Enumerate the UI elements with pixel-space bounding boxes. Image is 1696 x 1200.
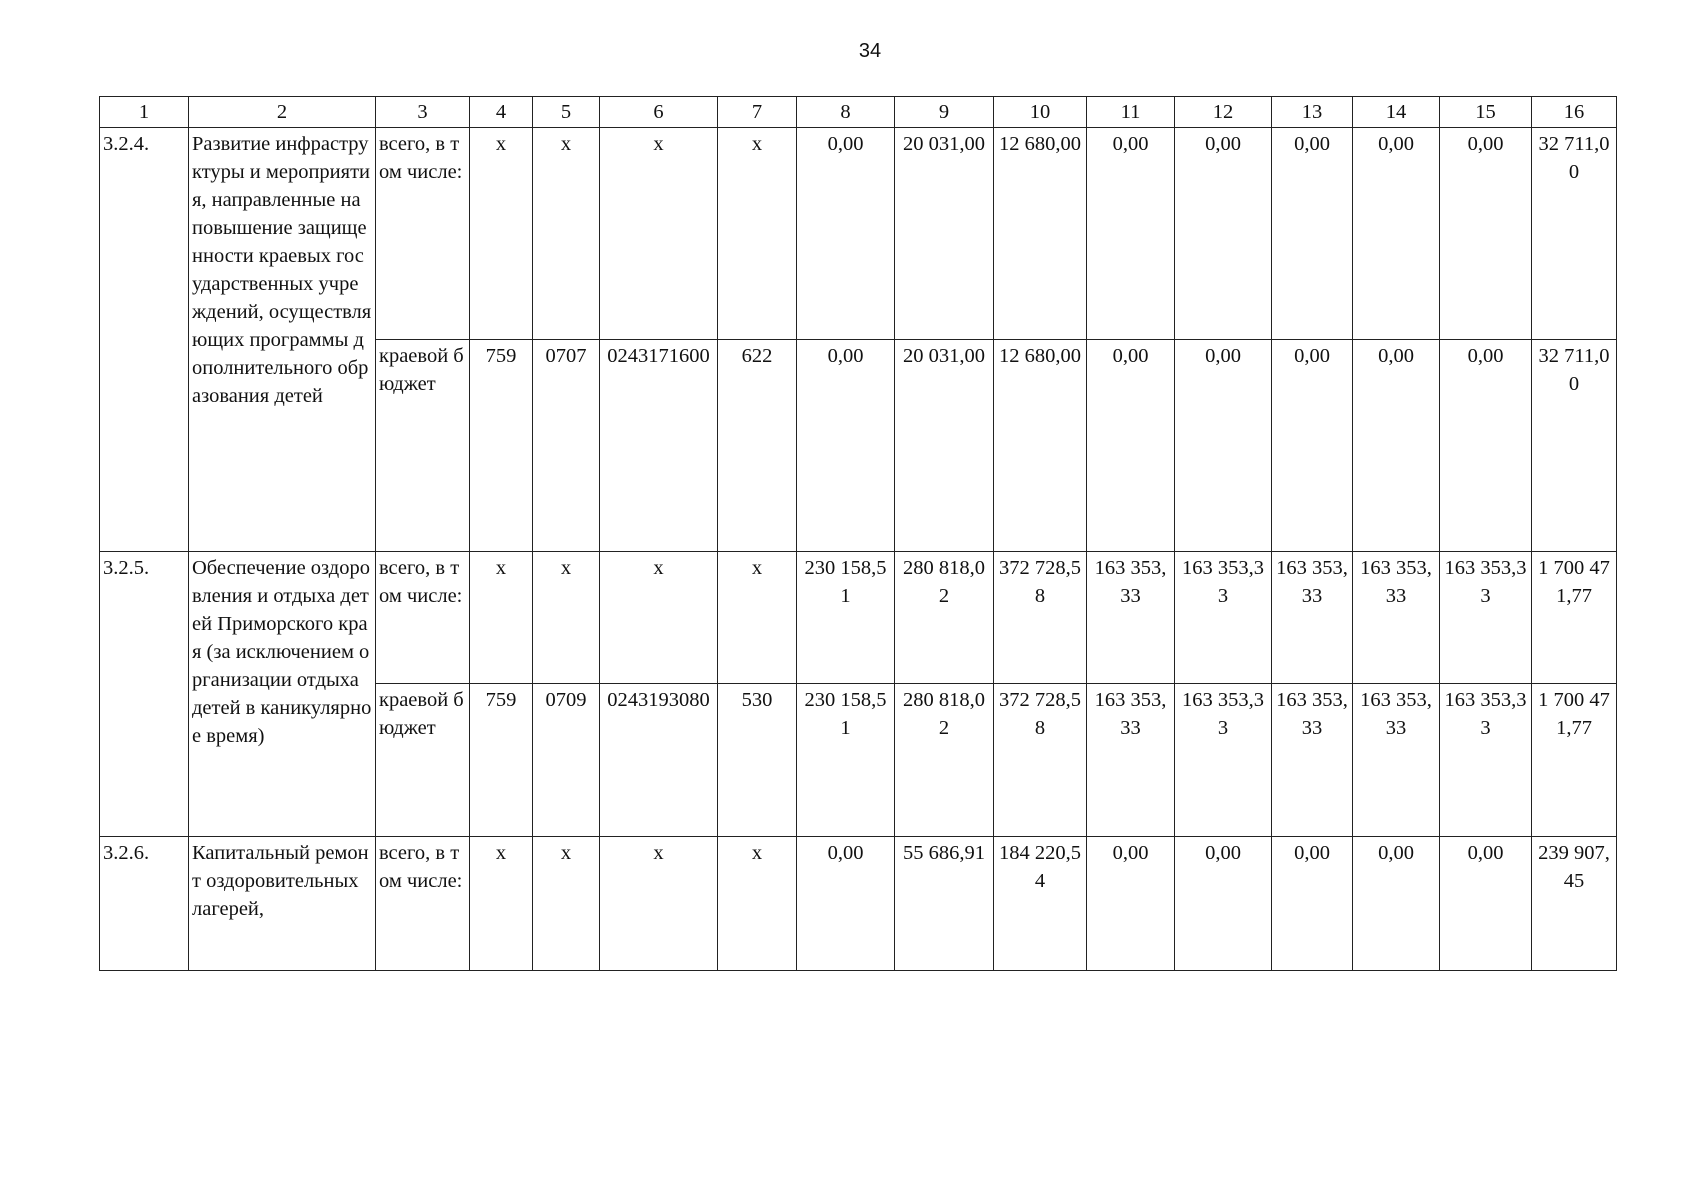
cell-value: 163 353,33 [1087,552,1175,684]
budget-table [99,96,1617,971]
column-number: 4 [470,97,533,128]
cell-value: 163 353,33 [1272,552,1353,684]
funding-source: всего, в том числе: [376,552,470,684]
cell-value: 0,00 [1175,837,1272,971]
cell-value: 0,00 [797,837,895,971]
column-number: 6 [600,97,718,128]
column-number: 2 [189,97,376,128]
row-code: 3.2.4. [100,128,189,552]
cell-value: 32 711,00 [1532,128,1617,340]
cell-value: х [470,837,533,971]
cell-value: 230 158,51 [797,552,895,684]
column-number: 13 [1272,97,1353,128]
cell-value: х [600,837,718,971]
cell-value: 0,00 [797,128,895,340]
funding-source: всего, в том числе: [376,128,470,340]
cell-value: 12 680,00 [994,340,1087,552]
row-name: Развитие инфраструктуры и мероприятия, направленные на повышение защищенности краевых государственных учреждений, осуществляющих программы дополнительного образования детей [189,128,376,552]
row-name: Обеспечение оздоровления и отдыха детей Приморского края (за исключением организации отдыха детей в каникулярное время) [189,552,376,837]
cell-value: 0,00 [1353,128,1440,340]
cell-value: 163 353,33 [1353,552,1440,684]
cell-value: 0,00 [1353,837,1440,971]
cell-value: 163 353,33 [1440,552,1532,684]
cell-value: 0,00 [1175,340,1272,552]
column-number: 16 [1532,97,1617,128]
cell-value: х [533,128,600,340]
cell-value: 0709 [533,684,600,837]
cell-value: 163 353,33 [1087,684,1175,837]
cell-value: х [718,552,797,684]
cell-value: 530 [718,684,797,837]
cell-value: 163 353,33 [1353,684,1440,837]
cell-value: 0707 [533,340,600,552]
cell-value: 0,00 [1087,340,1175,552]
cell-value: х [600,552,718,684]
column-number: 9 [895,97,994,128]
cell-value: 0,00 [1087,128,1175,340]
cell-value: 163 353,33 [1175,684,1272,837]
funding-source: всего, в том числе: [376,837,470,971]
cell-value: 0243171600 [600,340,718,552]
cell-value: х [718,837,797,971]
cell-value: 163 353,33 [1272,684,1353,837]
cell-value: 0,00 [1353,340,1440,552]
cell-value: 0,00 [1440,340,1532,552]
cell-value: 0,00 [797,340,895,552]
cell-value: 0,00 [1272,340,1353,552]
table-row [100,552,1617,684]
column-number: 1 [100,97,189,128]
column-number: 8 [797,97,895,128]
column-number: 5 [533,97,600,128]
table-row [100,837,1617,971]
cell-value: 0,00 [1440,837,1532,971]
column-number: 11 [1087,97,1175,128]
cell-value: х [718,128,797,340]
cell-value: 163 353,33 [1175,552,1272,684]
column-number: 12 [1175,97,1272,128]
row-name: Капитальный ремонт оздоровительных лагерей, [189,837,376,971]
cell-value: х [533,552,600,684]
funding-source: краевой бюджет [376,684,470,837]
cell-value: 372 728,58 [994,684,1087,837]
cell-value: 230 158,51 [797,684,895,837]
column-number: 15 [1440,97,1532,128]
cell-value: 0,00 [1175,128,1272,340]
cell-value: 184 220,54 [994,837,1087,971]
page-number: 34 [858,40,882,62]
cell-value: 0,00 [1272,128,1353,340]
funding-source: краевой бюджет [376,340,470,552]
cell-value: 239 907,45 [1532,837,1617,971]
cell-value: 759 [470,684,533,837]
row-code: 3.2.6. [100,837,189,971]
cell-value: 622 [718,340,797,552]
cell-value: 759 [470,340,533,552]
column-number: 10 [994,97,1087,128]
row-code: 3.2.5. [100,552,189,837]
cell-value: 55 686,91 [895,837,994,971]
column-number: 14 [1353,97,1440,128]
cell-value: 280 818,02 [895,684,994,837]
cell-value: 32 711,00 [1532,340,1617,552]
header-row [100,97,1617,128]
cell-value: 1 700 471,77 [1532,552,1617,684]
cell-value: 280 818,02 [895,552,994,684]
table-row [100,128,1617,340]
cell-value: 0,00 [1440,128,1532,340]
cell-value: х [600,128,718,340]
column-number: 7 [718,97,797,128]
cell-value: 0243193080 [600,684,718,837]
column-number: 3 [376,97,470,128]
cell-value: 12 680,00 [994,128,1087,340]
cell-value: х [470,552,533,684]
cell-value: 163 353,33 [1440,684,1532,837]
cell-value: 0,00 [1272,837,1353,971]
cell-value: х [533,837,600,971]
cell-value: 20 031,00 [895,340,994,552]
cell-value: 372 728,58 [994,552,1087,684]
cell-value: 20 031,00 [895,128,994,340]
cell-value: 0,00 [1087,837,1175,971]
cell-value: 1 700 471,77 [1532,684,1617,837]
cell-value: х [470,128,533,340]
